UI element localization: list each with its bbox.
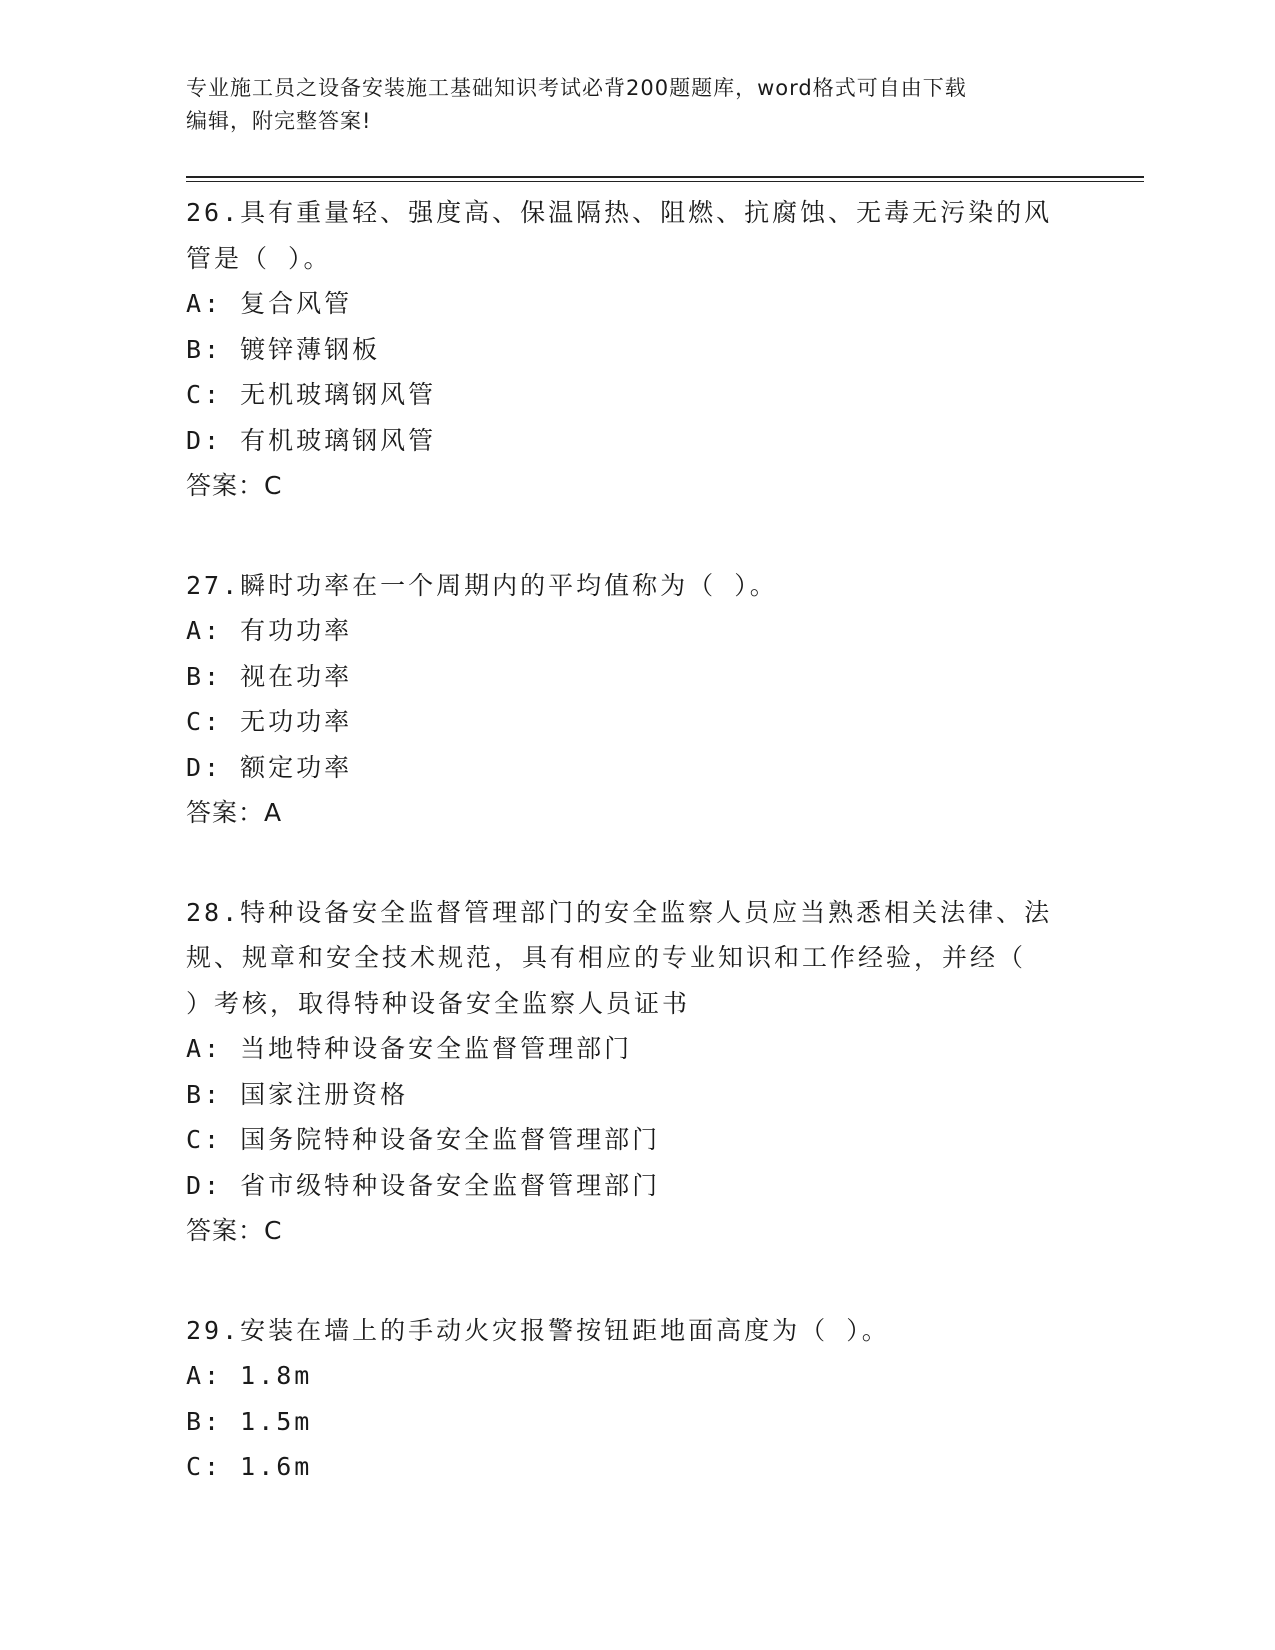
header-divider-thick xyxy=(186,176,1144,178)
header-divider-thin xyxy=(186,181,1144,182)
option-a: A: 复合风管 xyxy=(186,289,353,318)
option-d: D: 额定功率 xyxy=(186,752,353,782)
option-c: C: 1.6m xyxy=(186,1452,313,1481)
option-b: B: 1.5m xyxy=(186,1406,313,1436)
option-a: A: 当地特种设备安全监督管理部门 xyxy=(186,1034,633,1063)
option-b: B: 视在功率 xyxy=(186,661,353,691)
answer-label: 答案：C xyxy=(186,471,283,500)
question-stem-line: 26.具有重量轻、强度高、保温隔热、阻燃、抗腐蚀、无毒无污染的风 xyxy=(186,198,1053,227)
header-line-1: 专业施工员之设备安装施工基础知识考试必背200题题库，word格式可自由下载 xyxy=(186,76,967,100)
question-stem-line: ）考核，取得特种设备安全监察人员证书 xyxy=(186,988,691,1018)
option-a: A: 1.8m xyxy=(186,1361,313,1390)
option-b: B: 镀锌薄钢板 xyxy=(186,334,381,364)
header-line-2: 编辑，附完整答案! xyxy=(186,109,372,133)
question-list xyxy=(186,190,1086,1544)
document-header xyxy=(186,72,1066,138)
option-c: C: 无机玻璃钢风管 xyxy=(186,380,437,409)
option-c: C: 国务院特种设备安全监督管理部门 xyxy=(186,1125,661,1154)
question-stem-line: 28.特种设备安全监督管理部门的安全监察人员应当熟悉相关法律、法 xyxy=(186,897,1053,927)
question-stem-line: 规、规章和安全技术规范，具有相应的专业知识和工作经验，并经（ xyxy=(186,943,1027,972)
question-stem-line: 管是（ ）。 xyxy=(186,243,332,273)
answer-label: 答案：C xyxy=(186,1216,283,1245)
option-a: A: 有功功率 xyxy=(186,616,353,645)
question-stem-line: 27.瞬时功率在一个周期内的平均值称为（ ）。 xyxy=(186,570,778,600)
question-26 xyxy=(186,190,1086,509)
question-27 xyxy=(186,563,1086,836)
question-stem-line: 29.安装在墙上的手动火灾报警按钮距地面高度为（ ）。 xyxy=(186,1315,890,1345)
option-b: B: 国家注册资格 xyxy=(186,1079,409,1109)
option-d: D: 省市级特种设备安全监督管理部门 xyxy=(186,1170,661,1200)
question-28 xyxy=(186,890,1086,1254)
answer-label: 答案：A xyxy=(186,798,283,827)
option-c: C: 无功功率 xyxy=(186,707,353,736)
question-29 xyxy=(186,1308,1086,1490)
option-d: D: 有机玻璃钢风管 xyxy=(186,425,437,455)
